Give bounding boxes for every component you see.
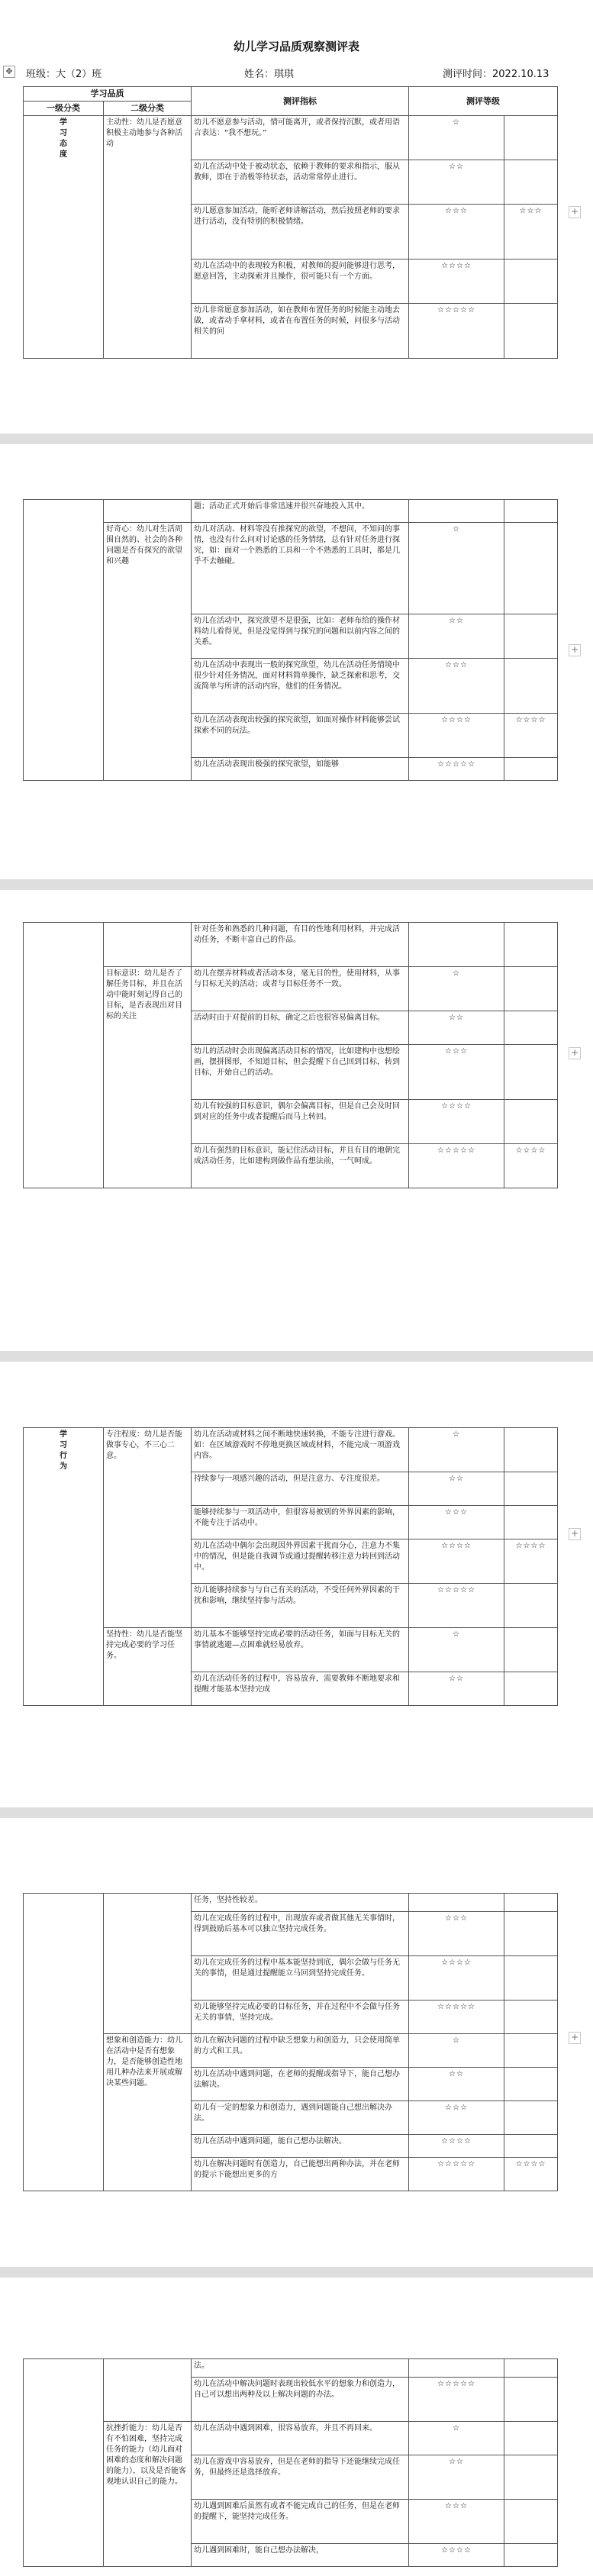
level-stars: ☆☆☆☆ xyxy=(409,1100,504,1144)
header-indicator: 测评指标 xyxy=(192,87,409,116)
selected-level xyxy=(504,967,558,1011)
level-stars: ☆☆☆ xyxy=(409,1912,504,1956)
cat2-initiative: 主动性：幼儿是否愿意积极主动地参与各种活动 xyxy=(104,116,192,359)
level-stars: ☆ xyxy=(409,523,504,614)
cat1-label: 学 习 态 度 xyxy=(60,118,67,159)
selected-level xyxy=(504,523,558,614)
selected-level: ☆☆☆ xyxy=(504,205,558,260)
level-stars: ☆ xyxy=(409,2034,504,2068)
selected-level xyxy=(504,1912,558,1956)
add-row-plus-icon[interactable]: + xyxy=(569,1047,581,1059)
page-gap xyxy=(0,879,593,890)
indicator-cell: 幼儿在解决问题的过程中缺乏想象力和创造力，只会使用简单的方式和工具。 xyxy=(192,2034,409,2068)
selected-level: ☆☆☆☆ xyxy=(504,1539,558,1584)
indicator-cell: 幼儿的活动时会出现偏离活动目标的情况，比如建构中也想绘画，摆拼图形，不知道目标，但会提醒下自己回到目标，转到目标，开始自己的活动。 xyxy=(192,1045,409,1100)
level-stars xyxy=(409,1894,504,1912)
selected-level xyxy=(504,2500,558,2544)
cat2-focus: 专注程度：幼儿是否能做事专心，不三心二意。 xyxy=(104,1428,192,1628)
indicator-cell: 幼儿遇到困难后虽然有或者不能完成自己的任务，但是在老师的提醒下，能坚持完成任务。 xyxy=(192,2500,409,2544)
level-stars: ☆☆☆☆☆ xyxy=(409,2158,504,2191)
indicator-cell: 幼儿对活动、材料等没有推探究的欲望，不想问，不知问的事情，也没有什么问对讨论感的任务情绪，总有针对任务进行探究，如：面对一个熟悉的工具和一个不熟悉的工具时，都是几乎不去触碰。 xyxy=(192,523,409,614)
level-stars: ☆☆☆☆ xyxy=(409,1539,504,1584)
indicator-cell: 幼儿在活动中，探究欲望不是很强，比如：老师布给的操作材料幼儿看得见，但是没觉得到与探究的问题和以前内容之间的关系。 xyxy=(192,614,409,659)
document-page-5 xyxy=(0,1818,593,2267)
level-stars: ☆ xyxy=(409,1428,504,1472)
indicator-cell: 幼儿在活动中遇到困难，很容易放弃，并且不再回来。 xyxy=(192,2422,409,2455)
selected-level: ☆☆☆☆ xyxy=(504,1144,558,1188)
cat2-imagination: 想象和创造能力：幼儿在活动中是否有想象力，是否能够创造性地用几种办法来开展或解决某些问题。 xyxy=(104,2034,192,2191)
indicator-cell: 幼儿在活动表现出极强的探究欲望，如能够 xyxy=(192,758,409,781)
level-stars: ☆☆ xyxy=(409,1472,504,1506)
selected-level xyxy=(504,260,558,304)
document-page-6 xyxy=(0,2278,593,2576)
selected-level xyxy=(504,923,558,967)
selected-level xyxy=(504,1956,558,2001)
selected-level xyxy=(504,116,558,160)
selected-level xyxy=(504,1100,558,1144)
cat1-label: 学 习 行 为 xyxy=(60,1430,67,1471)
level-stars: ☆☆ xyxy=(409,160,504,205)
level-stars: ☆☆ xyxy=(409,614,504,659)
level-stars: ☆☆☆ xyxy=(409,1506,504,1539)
document-page-3 xyxy=(0,890,593,1351)
cat2-cont xyxy=(104,500,192,523)
evaluation-table xyxy=(23,1427,558,1706)
level-stars: ☆☆☆☆ xyxy=(409,1956,504,2001)
selected-level xyxy=(504,2068,558,2101)
level-stars: ☆☆ xyxy=(409,1672,504,1706)
indicator-cell: 幼儿能够坚持完成必要的目标任务，并在过程中不会做与任务无关的事情，坚持完成。 xyxy=(192,2001,409,2034)
cat2-cont xyxy=(104,923,192,967)
evaluation-table xyxy=(23,499,558,781)
level-stars: ☆☆☆☆ xyxy=(409,2544,504,2567)
indicator-cell: 幼儿在活动中的表现较为积极，对教师的提问能够进行思考，愿意回答，主动探索并且操作，很可能只有一个方面。 xyxy=(192,260,409,304)
indicator-cell: 题；活动正式开始后非常迅速并很兴奋地投入其中。 xyxy=(192,500,409,523)
level-stars: ☆☆☆ xyxy=(409,1045,504,1100)
header-cat2: 二级分类 xyxy=(104,102,192,116)
cat1-behavior xyxy=(24,1428,104,1706)
indicator-cell: 幼儿在活动中处于被动状态，依赖于教师的要求和指示，服从教师，即在于消极等待状态，活动常常停止进行。 xyxy=(192,160,409,205)
cat2-persistence-cont xyxy=(104,1894,192,2034)
document-page-4 xyxy=(0,1362,593,1807)
level-stars: ☆☆☆☆ xyxy=(409,260,504,304)
selected-level xyxy=(504,758,558,781)
level-stars: ☆☆☆☆ xyxy=(409,2135,504,2158)
document-page-1 xyxy=(0,0,593,434)
selected-level xyxy=(504,1506,558,1539)
indicator-cell: 幼儿非常愿意参加活动，如在教师布置任务的时候能主动地去做，或者动手拿材料，或者在布置任务的时候，问很多与活动相关的问 xyxy=(192,304,409,359)
selected-level: ☆☆☆☆ xyxy=(504,2158,558,2191)
indicator-cell: 幼儿在活动中遇到问题，在老师的提醒或指导下，能自己想办法解决。 xyxy=(192,2068,409,2101)
level-stars xyxy=(409,923,504,967)
add-row-plus-icon[interactable]: + xyxy=(569,2032,581,2044)
selected-level: ☆☆☆☆ xyxy=(504,714,558,758)
selected-level xyxy=(504,2101,558,2135)
selected-level xyxy=(504,614,558,659)
level-stars xyxy=(409,500,504,523)
level-stars: ☆☆☆ xyxy=(409,659,504,714)
selected-level xyxy=(504,2001,558,2034)
level-stars: ☆☆☆ xyxy=(409,2500,504,2544)
level-stars: ☆ xyxy=(409,116,504,160)
selected-level xyxy=(504,2135,558,2158)
document-title: 幼儿学习品质观察测评表 xyxy=(233,40,359,53)
level-stars: ☆ xyxy=(409,1628,504,1672)
table-move-handle-icon[interactable]: ✥ xyxy=(3,66,15,78)
selected-level xyxy=(504,1428,558,1472)
indicator-cell: 幼儿遇到困难时，能自己想办法解决， xyxy=(192,2544,409,2567)
indicator-cell: 幼儿愿意参加活动，能听老师讲解活动，然后按照老师的要求进行活动，没有特别的积极情绪。 xyxy=(192,205,409,260)
indicator-cell: 幼儿在活动中偶尔会出现因外界因素干扰而分心，注意力不集中的情况，但是能自我调节或通过提醒转移注意力转回到活动中。 xyxy=(192,1539,409,1584)
indicator-cell: 法。 xyxy=(192,2359,409,2378)
header-learning-quality: 学习品质 xyxy=(24,87,192,102)
cat2-goal-awareness: 目标意识：幼儿是否了解任务目标，并且在活动中能时刻记得自己的目标，是否表现出对目标的关注 xyxy=(104,967,192,1188)
indicator-cell: 幼儿能够持续参与与自己有关的活动，不受任何外界因素的干扰和影响，继续坚持参与活动。 xyxy=(192,1584,409,1628)
level-stars: ☆☆ xyxy=(409,2455,504,2500)
evaluation-table xyxy=(23,1893,558,2191)
level-stars: ☆☆☆☆☆ xyxy=(409,1144,504,1188)
level-stars: ☆☆☆☆ xyxy=(409,714,504,758)
indicator-cell: 针对任务和熟悉的几种问题，有目的性地利用材料，并完成活动任务，不断丰富自己的作品。 xyxy=(192,923,409,967)
level-stars: ☆ xyxy=(409,2422,504,2455)
selected-level xyxy=(504,2359,558,2378)
indicator-cell: 幼儿在活动表现出较强的探究欲望，如面对操作材料能够尝试探索不同的玩法。 xyxy=(192,714,409,758)
selected-level xyxy=(504,1011,558,1045)
cat2-curiosity: 好奇心：幼儿对生活周围自然的、社会的各种问题是否有探究的欲望和兴趣 xyxy=(104,523,192,781)
level-stars: ☆☆☆☆☆ xyxy=(409,2378,504,2422)
page-gap xyxy=(0,434,593,444)
level-stars: ☆☆☆☆☆ xyxy=(409,758,504,781)
level-stars: ☆☆☆ xyxy=(409,205,504,260)
evaluation-table xyxy=(23,86,558,359)
level-stars: ☆ xyxy=(409,967,504,1011)
level-stars xyxy=(409,2359,504,2378)
header-level: 测评等级 xyxy=(409,87,558,116)
cat2-imagination-cont xyxy=(104,2359,192,2422)
class-label: 班级：大（2）班 xyxy=(26,69,102,80)
evaluation-table xyxy=(23,2358,558,2567)
indicator-cell: 持续参与一项感兴趣的活动，但是注意力、专注度很差。 xyxy=(192,1472,409,1506)
indicator-cell: 幼儿在活动或材料之间不断地快速转换，不能专注进行游戏。如：在区域游戏时不停地更换区域或材料，不能完成一项游戏内容。 xyxy=(192,1428,409,1472)
selected-level xyxy=(504,2455,558,2500)
document-page-2 xyxy=(0,444,593,879)
selected-level xyxy=(504,1672,558,1706)
cat2-persistence: 坚持性：幼儿是否能坚持完成必要的学习任务。 xyxy=(104,1628,192,1706)
add-row-plus-icon[interactable]: + xyxy=(569,1528,581,1540)
indicator-cell: 活动时由于对提前的目标，确定之后也很容易偏离目标。 xyxy=(192,1011,409,1045)
date-label: 测评时间：2022.10.13 xyxy=(443,69,549,80)
indicator-cell: 幼儿在完成任务的过程中，出现放弃或者做其他无关事情时，得到鼓励后基本可以独立坚持完成任务。 xyxy=(192,1912,409,1956)
add-row-plus-icon[interactable]: + xyxy=(569,644,581,656)
level-stars: ☆☆☆ xyxy=(409,2101,504,2135)
page-gap xyxy=(0,1807,593,1818)
indicator-cell: 幼儿在活动中表现出一般的探究欲望，幼儿在活动任务情境中很少针对任务情况，面对材料简单操作，缺乏探索和思考，交流简单与所讲的活动内容，他们的任务情况。 xyxy=(192,659,409,714)
indicator-cell: 幼儿在解决问题时有创造力，自己能想出两种办法，并在老师的提示下能想出更多的方 xyxy=(192,2158,409,2191)
level-stars: ☆☆☆☆☆ xyxy=(409,2001,504,2034)
selected-level xyxy=(504,2544,558,2567)
evaluation-table xyxy=(23,922,558,1188)
selected-level xyxy=(504,2422,558,2455)
indicator-cell: 幼儿有一定的想象力和创造力，遇到问题能自己想出解决办法。 xyxy=(192,2101,409,2135)
indicator-cell: 能够持续参与一项活动中，但很容易被别的外界因素的影响，不能专注于活动中。 xyxy=(192,1506,409,1539)
indicator-cell: 幼儿有较强的目标意识，偶尔会偏离目标，但是自己会及时回到对应的任务中或者提醒后而马上转回。 xyxy=(192,1100,409,1144)
selected-level xyxy=(504,659,558,714)
selected-level xyxy=(504,500,558,523)
name-label: 姓名：琪琪 xyxy=(244,69,295,80)
level-stars: ☆☆☆☆☆ xyxy=(409,304,504,359)
page-gap xyxy=(0,2267,593,2278)
selected-level xyxy=(504,304,558,359)
selected-level xyxy=(504,1628,558,1672)
indicator-cell: 幼儿在游戏中容易放弃，但是在老师的指导下还能继续完成任务，但最终还是选择放弃。 xyxy=(192,2455,409,2500)
level-stars: ☆☆ xyxy=(409,1011,504,1045)
selected-level xyxy=(504,160,558,205)
indicator-cell: 幼儿在活动中解决问题时表现出较低水平的想象力和创造力，自己可以想出两种及以上解决问题的办法。 xyxy=(192,2378,409,2422)
cat1-behavior-cont xyxy=(24,2359,104,2567)
cat1-attitude xyxy=(24,116,104,359)
selected-level xyxy=(504,1472,558,1506)
selected-level xyxy=(504,1584,558,1628)
selected-level xyxy=(504,1894,558,1912)
indicator-cell: 幼儿不愿意参与活动，情可能离开，或者保持沉默，或者用语言表达：“我不想玩。” xyxy=(192,116,409,160)
cat1-behavior-cont xyxy=(24,1894,104,2191)
level-stars: ☆☆☆☆☆ xyxy=(409,1584,504,1628)
indicator-cell: 任务，坚持性较差。 xyxy=(192,1894,409,1912)
indicator-cell: 幼儿在活动任务的过程中，容易放弃，需要教师不断地要求和提醒才能基本坚持完成 xyxy=(192,1672,409,1706)
indicator-cell: 幼儿基本不能够坚持完成必要的活动任务，如面与目标无关的事情就逃避—点困难就轻易放弃。 xyxy=(192,1628,409,1672)
selected-level xyxy=(504,2034,558,2068)
level-stars: ☆☆ xyxy=(409,2068,504,2101)
page-gap xyxy=(0,1351,593,1362)
cat2-resilience: 抗挫折能力：幼儿是否有不怕困难，坚持完成任务的能力（幼儿面对困难的态度和解决问题的能力），以及是否能客观地认识自己的能力。 xyxy=(104,2422,192,2567)
indicator-cell: 幼儿有强烈的目标意识，能记住活动目标，并且有目的地朝完成活动任务，比如建构到做作品有想法前，一气呵成。 xyxy=(192,1144,409,1188)
selected-level xyxy=(504,2378,558,2422)
add-row-plus-icon[interactable]: + xyxy=(569,206,581,218)
indicator-cell: 幼儿在活动中遇到问题，能自己想办法解决。 xyxy=(192,2135,409,2158)
cat1-attitude-cont xyxy=(24,923,104,1188)
indicator-cell: 幼儿在完成任务的过程中基本能坚持到底，偶尔会做与任务无关的事情，但是通过提醒能立马回到坚持完成任务。 xyxy=(192,1956,409,2001)
cat1-attitude-cont xyxy=(24,500,104,781)
header-cat1: 一级分类 xyxy=(24,102,104,116)
indicator-cell: 幼儿在摆弄材料或者活动本身，毫无目的性，使用材料，从事与目标无关的活动；或者与目标任务不一致。 xyxy=(192,967,409,1011)
selected-level xyxy=(504,1045,558,1100)
